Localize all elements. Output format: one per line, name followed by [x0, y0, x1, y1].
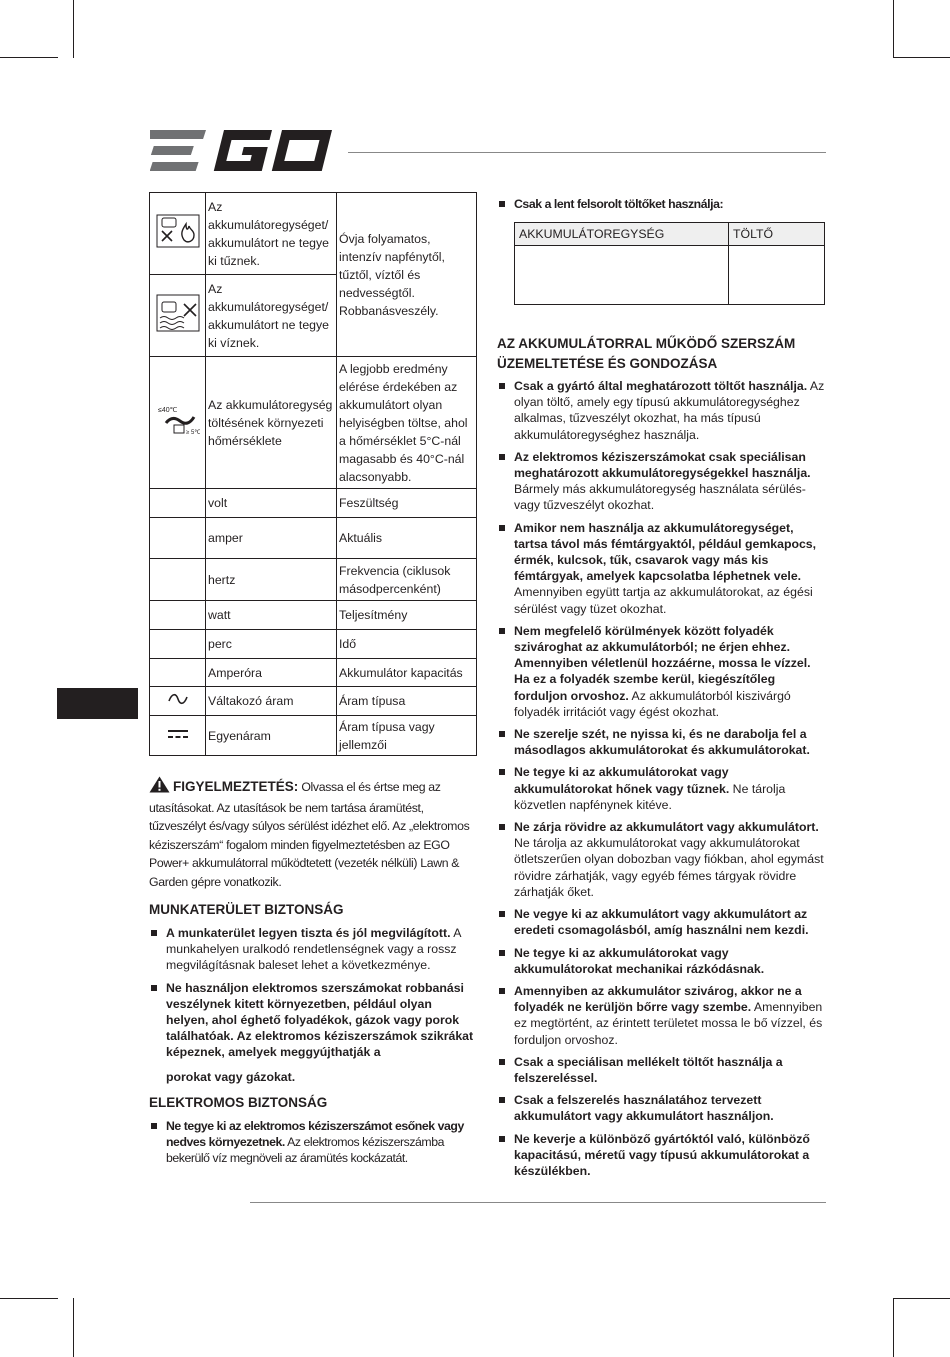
symbol-description: Amperóra — [206, 659, 337, 687]
symbol-cell — [150, 275, 206, 357]
list-item — [497, 819, 827, 900]
symbol-meaning: A legjobb eredmény elérése érdekében az akkumulátort olyan helyiségben töltse, ahol a hőmérséklet 5°C-nál magasabb és 40°C-nál alacsonyabb. — [337, 357, 477, 489]
symbol-description: Az akkumulátoregységet/ akkumulátort ne tegye ki víznek. — [206, 275, 337, 357]
symbol-description: Az akkumulátoregység töltésének környezeti hőmérséklete — [206, 357, 337, 489]
crop-mark-top-right-v — [893, 0, 894, 58]
item-bold: Ne tegye ki az akkumulátorokat vagy akkumulátorokat hőnek vagy tűznek. — [514, 765, 730, 796]
item-bold: Ne zárja rövidre az akkumulátort vagy akkumulátort. — [514, 820, 819, 835]
section-title: MUNKATERÜLET BIZTONSÁG — [149, 902, 344, 917]
bullet-square-icon — [151, 930, 157, 936]
symbols-table — [149, 192, 477, 756]
item-text: Az elektromos kéziszerszámba bekerülő víz megnöveli az áramütés kockázatát. — [166, 1135, 444, 1166]
symbol-meaning: Áram típusa vagy jellemzői — [337, 716, 477, 756]
symbol-description: Váltakozó áram — [206, 687, 337, 716]
item-text: Bármely más akkumulátoregység használata sérülés- vagy tűzveszélyt okozhat. — [514, 482, 806, 513]
item-bold: Amikor nem használja az akkumulátoregységet, tartsa távol más fémtárgyaktól, például gemkapocs, érmék, kulcsok, tűk, csavarok vagy más kis fémtárgyak, amelyek kapcsolatba léphetnek vele. — [514, 520, 817, 584]
item-bold: Amennyiben az akkumulátor szivárog, akkor ne a folyadék ne kerüljön bőrre vagy szembe. — [514, 983, 802, 1015]
table-row — [150, 716, 477, 756]
battery-tool-section — [497, 334, 827, 1185]
bullet-square-icon — [499, 454, 505, 460]
bullet-square-icon — [151, 985, 157, 991]
crop-mark-bottom-left-v — [73, 1298, 74, 1357]
symbol-meaning: Aktuális — [337, 518, 477, 559]
bullet-square-icon — [499, 628, 505, 634]
list-item — [149, 980, 477, 1061]
bullet-square-icon — [499, 731, 505, 737]
electrical-safety-section — [149, 1093, 477, 1173]
symbol-description: perc — [206, 630, 337, 659]
symbol-meaning: Frekvencia (ciklusok másodpercenként) — [337, 559, 477, 601]
item-bold: A munkaterület legyen tiszta és jól megvilágított. — [166, 926, 451, 940]
crop-mark-top-right-h — [893, 57, 950, 58]
list-item — [497, 983, 827, 1048]
footer-rule — [250, 1202, 826, 1203]
list-item — [497, 906, 827, 938]
symbol-meaning: Akkumulátor kapacitás — [337, 659, 477, 687]
ego-logo — [150, 130, 332, 172]
symbol-cell — [150, 687, 206, 716]
item-bold: Csak a speciálisan mellékelt töltőt használja a felszereléssel. — [514, 1054, 783, 1085]
symbol-cell — [150, 559, 206, 601]
symbol-cell — [150, 630, 206, 659]
bullet-square-icon — [499, 1059, 505, 1065]
symbol-description: Egyenáram — [206, 716, 337, 756]
symbol-meaning: Feszültség — [337, 489, 477, 518]
item-text: Ne tárolja az akkumulátorokat vagy akkumulátorokat ötletszerűen olyan dobozban vagy fiókban, ahol egymást rövidre zárhatják, vagy egyéb fémes tárgyak rövidre zárhatják őket. — [514, 836, 824, 899]
item-text: Amennyiben együtt tartja az akkumulátorokat, az égési sérülést vagy tüzet okozhat. — [514, 585, 813, 616]
section-title: AZ AKKUMULÁTORRAL MŰKÖDŐ SZERSZÁM ÜZEMELTETÉSE ÉS GONDOZÁSA — [497, 336, 796, 371]
table-header-row — [515, 223, 825, 246]
table-row — [150, 559, 477, 601]
table-row — [150, 687, 477, 716]
list-item — [497, 449, 827, 514]
charger-intro — [497, 196, 827, 218]
alternating-current-icon — [167, 693, 189, 705]
bullet-square-icon — [499, 1097, 505, 1103]
svg-text:≥ 5℃: ≥ 5℃ — [185, 430, 200, 436]
list-item — [497, 378, 827, 443]
item-text: Az olyan töltő, amely egy típusú akkumulátoregységhez alkalmas, tűzveszélyt okozhat, ha más típusú akkumulátoregységhez használja. — [514, 379, 825, 442]
symbol-description: hertz — [206, 559, 337, 601]
list-item — [497, 1131, 827, 1180]
bullet-square-icon — [499, 383, 505, 389]
crop-mark-bottom-right-h — [893, 1298, 950, 1299]
symbol-cell — [150, 601, 206, 630]
symbol-meaning: Idő — [337, 630, 477, 659]
warning-triangle-icon — [149, 776, 170, 799]
bullet-square-icon — [499, 769, 505, 775]
item-bold: Ne vegye ki az akkumulátort vagy akkumulátort az eredeti csomagolásból, amíg használni nem kezdi. — [514, 907, 809, 938]
symbol-cell — [150, 489, 206, 518]
table-cell — [729, 246, 825, 305]
work-area-section — [149, 900, 477, 1091]
item-bold: Ne keverje a különböző gyártóktól való, különböző kapacitású, méretű vagy típusú akkumulátorokat a készülékben. — [514, 1131, 810, 1178]
list-item — [497, 623, 827, 720]
item-bold: Ne használjon elektromos szerszámokat robbanási veszélynek kitett környezetben, például olyan helyen, ahol éghető folyadékok, gázok vagy porok találhatóak. Az elektromos kéziszerszámok szikrákat képeznek, amelyek meggyújthatják a — [166, 980, 474, 1060]
list-item-continued — [149, 1069, 477, 1085]
item-bold: Az elektromos kéziszerszámokat csak speciálisan meghatározott akkumulátoregységekkel használja. — [514, 449, 811, 481]
symbol-cell — [150, 193, 206, 275]
item-text: Ne tárolja közvetlen napfénynek kitéve. — [514, 781, 786, 812]
list-item — [149, 925, 477, 974]
list-item — [149, 1118, 477, 1167]
svg-text:≤40℃: ≤40℃ — [157, 407, 177, 414]
bullet-square-icon — [499, 525, 505, 531]
crop-mark-top-left-h — [0, 57, 58, 58]
charger-table — [514, 222, 825, 305]
symbol-description: amper — [206, 518, 337, 559]
crop-mark-bottom-left-h — [0, 1298, 58, 1299]
item-bold: Ne tegye ki az akkumulátorokat vagy akkumulátorokat mechanikai rázkódásnak. — [514, 945, 765, 976]
list-item — [497, 764, 827, 813]
table-row — [150, 659, 477, 687]
crop-mark-top-left-v — [73, 0, 74, 58]
symbol-cell — [150, 518, 206, 559]
bullet-square-icon — [499, 988, 505, 994]
temperature-range-icon — [156, 401, 200, 439]
list-item — [497, 1054, 827, 1086]
direct-current-icon — [167, 728, 189, 740]
item-text: A munkahelyen uralkodó rendetlenségnek vagy a rossz megvilágításnak baleset lehet a következménye. — [166, 926, 461, 973]
list-item — [497, 196, 827, 212]
table-row — [515, 246, 825, 305]
item-bold: Nem megfelelő körülmények között folyadék szivároghat az akkumulátorból; ne érjen ehhez. Amennyiben véletlenül hozzáérne, mossa le vízzel. Ha ez a folyadék szembe kerül, kiegészítőleg forduljon orvoshoz. — [514, 623, 811, 703]
table-row — [150, 518, 477, 559]
symbol-description: watt — [206, 601, 337, 630]
column-header-battery: AKKUMULÁTOREGYSÉG — [515, 223, 729, 246]
symbol-cell — [150, 357, 206, 489]
warning-text: Olvassa el és értse meg az utasításokat. Az utasítások be nem tartása áramütést, tűzveszélyt és/vagy súlyos sérülést idézhet elő. Az „elektromos kéziszerszám“ fogalom minden figyelmeztetésben az EGO Power+ akkumulátorral működtetett (vezeték nélküli) Lawn & Garden gépre vonatkozik. — [149, 780, 470, 889]
symbol-cell — [150, 659, 206, 687]
table-row — [150, 489, 477, 518]
no-water-icon — [156, 294, 200, 332]
item-text: Az akkumulátorból kiszivárgó folyadék irritációt vagy égést okozhat. — [514, 688, 791, 719]
warning-block — [149, 776, 477, 891]
list-item — [497, 520, 827, 617]
list-item — [497, 726, 827, 758]
item-bold: Csak a felszerelés használatához tervezett akkumulátort vagy akkumulátort használjon. — [514, 1093, 774, 1124]
bullet-square-icon — [499, 824, 505, 830]
item-text: Amennyiben ez megtörtént, az érintett területet mossa le bő vízzel, és forduljon orvoshoz. — [514, 1000, 823, 1047]
header-rule — [348, 152, 826, 153]
table-cell — [515, 246, 729, 305]
bullet-square-icon — [499, 950, 505, 956]
symbol-description: Az akkumulátoregységet/ akkumulátort ne tegye ki tűznek. — [206, 193, 337, 275]
bullet-square-icon — [499, 1136, 505, 1142]
symbol-cell — [150, 716, 206, 756]
warning-label: FIGYELMEZTETÉS: — [173, 779, 299, 794]
table-row — [150, 601, 477, 630]
symbol-meaning: Teljesítmény — [337, 601, 477, 630]
bullet-square-icon — [151, 1123, 157, 1129]
table-row — [150, 630, 477, 659]
item-bold: porokat vagy gázokat. — [166, 1069, 296, 1084]
item-bold: Ne tegye ki az elektromos kéziszerszámot esőnek vagy nedves környezetnek. — [166, 1119, 464, 1150]
symbol-description: volt — [206, 489, 337, 518]
symbol-meaning: Áram típusa — [337, 687, 477, 716]
table-row — [150, 357, 477, 489]
symbol-meaning: Óvja folyamatos, intenzív napfénytől, tűztől, víztől és nedvességtől. Robbanásveszély. — [337, 193, 477, 357]
list-item — [497, 945, 827, 977]
column-header-charger: TÖLTŐ — [729, 223, 825, 246]
section-title: ELEKTROMOS BIZTONSÁG — [149, 1095, 328, 1110]
list-item — [497, 1092, 827, 1124]
bullet-square-icon — [499, 201, 505, 207]
bullet-square-icon — [499, 911, 505, 917]
item-bold: Ne szerelje szét, ne nyissa ki, és ne darabolja fel a másodlagos akkumulátorokat és akkumulátorokat. — [514, 727, 810, 758]
item-bold: Csak a lent felsorolt töltőket használja: — [514, 197, 724, 211]
crop-mark-bottom-right-v — [893, 1298, 894, 1357]
table-row — [150, 193, 477, 275]
item-bold: Csak a gyártó által meghatározott töltőt használja. — [514, 379, 808, 393]
language-tab-marker — [57, 688, 138, 719]
no-fire-icon — [156, 214, 200, 248]
